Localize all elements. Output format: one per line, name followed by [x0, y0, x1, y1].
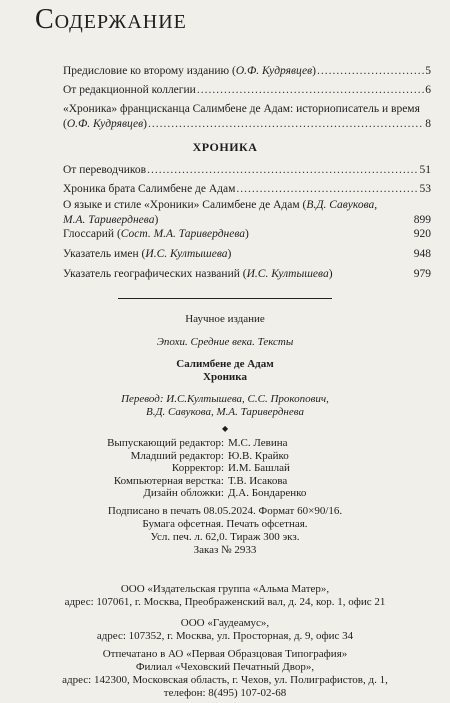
toc-page-number: 5 — [425, 65, 431, 77]
credit-row: Дизайн обложки: Д.А. Бондаренко — [143, 487, 307, 499]
divider-rule — [118, 298, 332, 299]
edition-type: Научное издание — [185, 313, 265, 325]
credit-row: Младший редактор: Ю.В. Крайко — [130, 449, 289, 462]
toc-entry-geo-index[interactable]: Указатель географических названий (И.С. Култышева) 979 — [63, 268, 431, 280]
publisher-1: ООО «Издательская группа «Альма Матер», адрес: 107061, г. Москва, Преображенский вал, д. 24, кор. 1, офис 21 — [64, 583, 386, 608]
toc-entry-intro[interactable]: «Хроника» францисканца Салимбене де Адам: историописатель и время (О.Ф. Кудрявцев) ..... 8 — [63, 102, 431, 132]
credits-block — [0, 437, 450, 500]
toc-page-number: 51 — [419, 164, 431, 176]
toc-entry-translators[interactable]: От переводчиков ..... 51 — [63, 163, 431, 178]
toc-entry-editorial[interactable]: От редакционной коллегии ..... 6 — [63, 83, 431, 98]
translation-credit: Перевод: И.С.Култышева, С.С. Прокопович, В.Д. Савукова, М.А. Тариверднева — [121, 393, 329, 418]
toc-entry-preface[interactable]: Предисловие ко второму изданию (О.Ф. Кудрявцев) ..... 5 — [63, 64, 431, 79]
toc-page-number: 948 — [413, 248, 431, 260]
leader-dots — [197, 83, 424, 98]
toc-page-number: 6 — [425, 84, 431, 96]
page-title: Содержание — [35, 4, 187, 35]
ornament-icon: ◆ — [222, 424, 229, 433]
book-title: Хроника — [203, 371, 247, 383]
leader-dots — [147, 163, 418, 178]
credit-row: Корректор: И.М. Башлай — [171, 462, 290, 474]
book-author: Салимбене де Адам — [176, 358, 274, 370]
toc-page-number: 899 — [413, 214, 431, 226]
toc-page-number: 920 — [413, 228, 431, 240]
leader-dots — [317, 64, 424, 79]
publisher-2: ООО «Гаудеамус», адрес: 107352, г. Москва, ул. Просторная, д. 9, офис 34 — [96, 617, 354, 642]
print-details: Подписано в печать 08.05.2024. Формат 60×90/16. Бумага офсетная. Печать офсетная. Усл. печ. л. 62,0. Тираж 300 экз. Заказ № 2933 — [107, 505, 343, 556]
leader-dots — [236, 182, 418, 197]
toc-page-number: 8 — [425, 118, 431, 130]
credit-row: Выпускающий редактор: М.С. Левина — [107, 437, 288, 449]
credit-row: Компьютерная верстка: Т.В. Исакова — [113, 474, 288, 487]
toc-entry-language-style[interactable]: О языке и стиле «Хроники» Салимбене де Адам (В.Д. Савукова, М.А. Тариверднева) 899 — [63, 199, 431, 226]
toc-entry-glossary[interactable]: Глоссарий (Сост. М.А. Тариверднева) 920 — [63, 228, 431, 240]
leader-dots — [148, 117, 424, 132]
toc-entry-name-index[interactable]: Указатель имен (И.С. Култышева) 948 — [63, 248, 431, 260]
series-title: Эпохи. Средние века. Тексты — [156, 336, 294, 348]
toc-page-number: 979 — [413, 268, 431, 280]
printer-info: Отпечатано в АО «Первая Образцовая Типография» Филиал «Чеховский Печатный Двор», адрес: 142300, Московская область, г. Чехов, ул. Полиграфистов, д. 1, телефон: 8(495) 107-02-68 — [62, 648, 388, 699]
section-heading: ХРОНИКА — [192, 140, 258, 154]
toc-page-number: 53 — [419, 183, 431, 195]
toc-entry-chronicle[interactable]: Хроника брата Салимбене де Адам ..... 53 — [63, 182, 431, 197]
